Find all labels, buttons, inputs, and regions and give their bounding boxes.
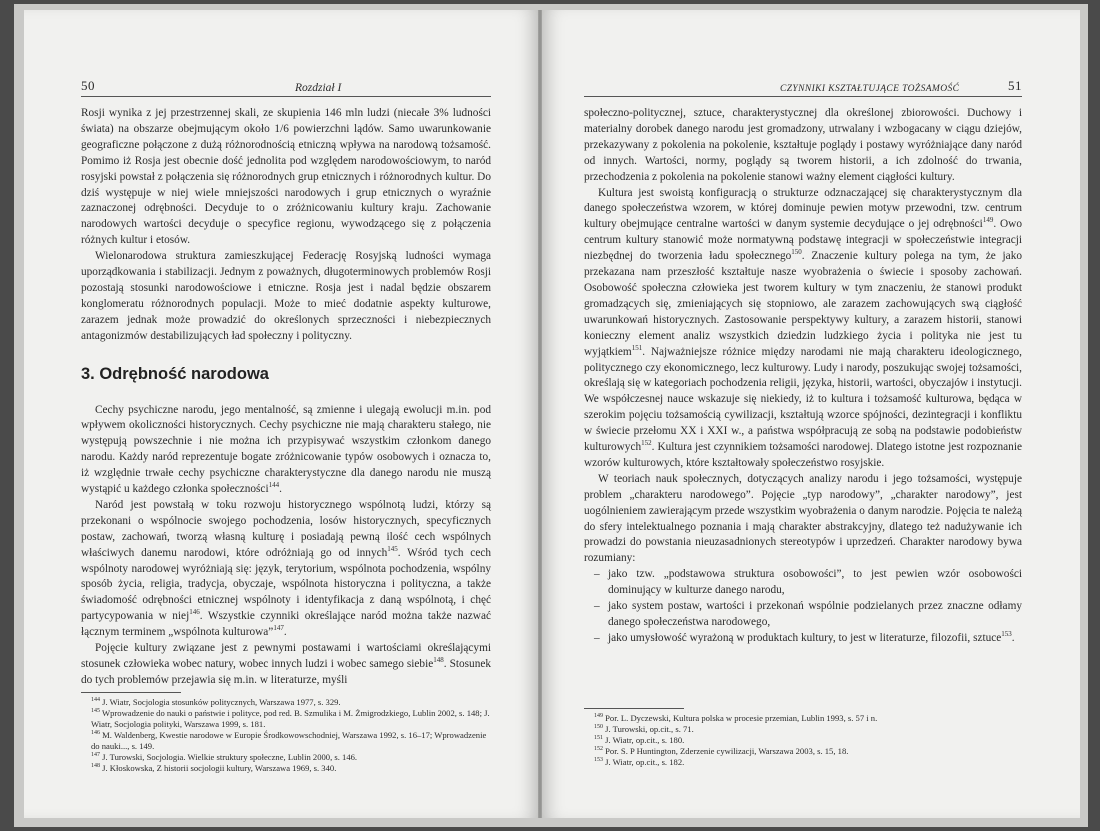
running-header-right [584, 78, 1022, 97]
footnotes-right [584, 708, 1022, 768]
page-number-right: 51 [1008, 78, 1022, 93]
footnote-ref: 148 [433, 656, 444, 665]
header-title-right: CZYNNIKI KSZTAŁTUJĄCE TOŻSAMOŚĆ [780, 84, 960, 94]
footnote: $^{152}$ Por. S. P Huntington, Zderzenie cywilizacji, Warszawa 2003, s. 15, 18. [594, 746, 849, 756]
footnote-ref: 147 [273, 624, 284, 633]
footnote-rule [584, 708, 684, 709]
footnotes-left [81, 692, 491, 774]
paragraph: Pojęcie kultury związane jest z pewnymi postawami i wartościami określającymi stosunek człowieka wobec natury, wobec innych ludzi i wobec samego siebie$^{148}$. Stosunek do tych problemów przejawia się m.in. w literaturze, myśli [81, 642, 492, 686]
section-heading: 3. Odrębność narodowa [81, 364, 269, 383]
footnote-ref: 152 [641, 439, 652, 448]
paragraph: W teoriach nauk społecznych, dotyczących analizy narodu i jego tożsamości, występuje problem „charakteru narodowego”. Pojęcie „typ narodowy”, „charakter narodowy”, jest uogólnieniem zawierającym przede wszystkim wyobrażenia o danym narodzie. Pojęcia te należą do sfery intelektualnego poznania i mają charakter abstrakcyjny, dlatego też nadużywanie ich prowadzi do powstania nieuzasadnionych stereotypów i uprzedzeń. Charakter narodowy bywa rozumiany: [584, 472, 1022, 565]
footnote: $^{145}$ Wprowadzenie do nauki o państwie i polityce, pod red. B. Szmulika i M. Żmigrodzkiego, Lublin 2002, s. 148; J. Wiatr, Socjologia polityki, Warszawa 1999, s. 181. [91, 708, 490, 729]
dash-bullet: – [594, 568, 600, 581]
paragraph: Wielonarodowa struktura zamieszkującej Federację Rosyjską ludności wymaga uporządkowania i stabilizacji. Jednym z poważnych, długoterminowych problemów Rosji pozostają stosunki narodowościowe i etniczne. Rosja jest i nadal będzie obszarem konglomeratu różnorodnych populacji. Może to mieć dodatnie aspekty kulturowe, zarazem jednak może prowadzić do określonych sprzeczności i niebezpiecznych antagonizmów destabilizujących ład społeczny i polityczny. [81, 250, 491, 342]
paragraph: Naród jest powstałą w toku rozwoju historycznego wspólnotą ludzi, którzy są przekonani o wspólnocie swojego pochodzenia, losów historycznych, specyficznych postaw, zachowań, tworzą własną kulturę i posiadają pewną ilość cech wspólnych właściwych danemu narodowi, które odróżniają go od innych$^{145}$. Wśród tych cech wspólnoty narodowej wyróżniają się: język, terytorium, wspólnota pochodzenia, wspólny sposób życia, religia, tradycja, obyczaje, wspólnota historyczna i polityczna, a także świadomość odrębności etnicznej wspólnoty i identyfikacja z daną wspólnotą, i chęć partycypowania w niej$^{146}$. Wszystkie czynniki określające naród można także nazwać łącznym terminem „wspólnota kulturowa”$^{147}$. [81, 498, 492, 639]
body-left [81, 106, 491, 689]
footnote: $^{153}$ J. Wiatr, op.cit., s. 182. [594, 757, 685, 767]
definition-list [584, 567, 1022, 647]
list-item: – jako system postaw, wartości i przekonań wspólnie podzielanych przez znaczne odłamy danego społeczeństwa narodowego, [594, 600, 1022, 628]
list-item: – jako umysłowość wyrażoną w produktach kultury, to jest w literaturze, filozofii, sztuce$^{153}$. [584, 631, 1022, 647]
footnote-rule [81, 692, 181, 693]
footnote-ref: 150 [791, 248, 802, 257]
dash-bullet: – [594, 631, 600, 644]
footnote: $^{151}$ J. Wiatr, op.cit., s. 180. [594, 735, 685, 745]
footnote-ref: 149 [982, 216, 994, 225]
footnote-ref: 146 [189, 608, 200, 617]
page-left [24, 10, 538, 818]
paragraph: Cechy psychiczne narodu, jego mentalność, są zmienne i ulegają ewolucji m.in. pod wpływem okoliczności historycznych. Cechy psychiczne nie mają charakteru stałego, nie występują powszechnie i nie można ich przypisywać wszystkim członkom danego narodu. Każdy naród reprezentuje bogate zróżnicowanie typów osobowych i oznacza to, iż względnie trwałe cechy psychiczne charakterystyczne dla danego narodu nie muszą wystąpić u każdego członka społeczności$^{144}$. [81, 403, 491, 496]
dash-bullet: – [594, 600, 600, 613]
page-right [542, 10, 1080, 818]
header-title-left: Rozdział I [295, 82, 342, 94]
footnote-ref: 144 [268, 481, 280, 490]
footnote: $^{150}$ J. Turowski, op.cit., s. 71. [594, 724, 694, 734]
footnote: $^{149}$ Por. L. Dyczewski, Kultura polska w procesie przemian, Lublin 1993, s. 57 i n. [594, 713, 878, 723]
paragraph: Kultura jest swoistą konfiguracją o strukturze odznaczającej się charakterystycznym dla danego społeczeństwa wzorem, w której dominuje pewien motyw przewodni, tzw. centrum kultury obejmujące centralne wartości w danym systemie decydujące o jej odrębności$^{149}$. Owo centrum kultury stanowić może normatywną podstawę integracji w społeczeństwie integracji niezbędnej do tworzenia ładu społecznego$^{150}$. Znaczenie kultury polega na tym, że jako przekazana nam przeszłość kształtuje nasze wyobrażenia o świecie i sposoby zachowań. Osobowość społeczna człowieka jest tworem kultury w tym znaczeniu, że stanowi produkt gromadzących się, zmieniających się stopniowo, ale zarazem zachowujących swą ciągłość uwarunkowań historycznych. Zastosowanie perspektywy kultury, a zarazem historii, stanowi konieczny element analiz wszystkich dziedzin ludzkiego życia i polityka nie jest tu wyjątkiem$^{151}$. Najważniejsze różnice między narodami nie mają charakteru ideologicznego, politycznego czy ekonomicznego, lecz kulturowy. Ludy i narody, poszukując swojej tożsamości, określają się w kategoriach pochodzenia religii, języka, historii, wartości, obyczajów i instytucji. We współczesnej nauce wskazuje się niekiedy, iż to kultura i tożsamość kulturowa, będąca w szerokim pojęciu tożsamością cywilizacji, kształtują wzorce spójności, dezintegracji i konfliktu w świecie przełomu XX i XXI w., a państwa współpracują ze sobą na podstawie podobieństw kulturowych$^{152}$. Kultura jest czynnikiem tożsamości narodowej. Dlatego istotne jest rozpoznanie wzorów kulturowych, które kształtowały społeczeństwo rosyjskie. [584, 186, 1022, 469]
body-right [584, 106, 1022, 647]
paragraph: społeczno-politycznej, sztuce, charakterystycznej dla określonej zbiorowości. Duchowy i materialny dorobek danego narodu jest gromadzony, utrwalany i wzbogacany w ciągu dziejów, przekazywany z pokolenia na pokolenie, kształtuje poglądy i postawy wyróżniające dany naród od innych. Wartości, normy, poglądy są tworem historii, a ich zdolność do trwania, przechodzenia z pokolenia na pokolenie stanowi ważny element ciągłości kultury. [584, 107, 1022, 183]
footnote: $^{144}$ J. Wiatr, Socjologia stosunków politycznych, Warszawa 1977, s. 329. [91, 697, 341, 707]
paragraph: Rosji wynika z jej przestrzennej skali, ze skupienia 146 mln ludzi (niecałe 3% ludności świata) na obszarze obejmującym około 1/6 powierzchni lądów. Samo uwarunkowanie geograficzne połączone z dużą różnorodnością etniczną wpływa na narodową tożsamość. Pomimo iż Rosja jest obecnie dość jednolita pod względem narodowościowym, to naród rosyjski powstał z połączenia się różnorodnych grup etnicznych i różnorodnych kultur. Do dziś występuje w niej wiele mniejszości narodowych i grup etnicznych o wyraźnie zaznaczonej odrębności. Decyduje to o zróżnicowaniu kultury kraju. Zachowanie narodowych wartości decyduje o specyfice regionu, wywodzącego się z połączenia różnych kultur i etosów. [81, 107, 491, 247]
footnote-ref: 153 [1001, 630, 1012, 639]
footnote-ref: 151 [631, 343, 643, 352]
footnote: $^{148}$ J. Kłoskowska, Z historii socjologii kultury, Warszawa 1969, s. 340. [91, 763, 337, 773]
footnote-ref: 145 [387, 544, 398, 553]
footnote: $^{146}$ M. Waldenberg, Kwestie narodowe w Europie Środkowowschodniej, Warszawa 1992, s. 16–17; Wprowadzenie do nauki..., s. 149. [91, 730, 487, 751]
page-number-left: 50 [81, 78, 95, 93]
book-spread [14, 4, 1088, 827]
running-header-left [81, 78, 491, 97]
list-item: – jako tzw. „podstawowa struktura osobowości”, to jest pewien wzór osobowości dominujący w kulturze danego narodu, [594, 568, 1022, 597]
footnote: $^{147}$ J. Turowski, Socjologia. Wielkie struktury społeczne, Lublin 2000, s. 146. [91, 752, 358, 762]
